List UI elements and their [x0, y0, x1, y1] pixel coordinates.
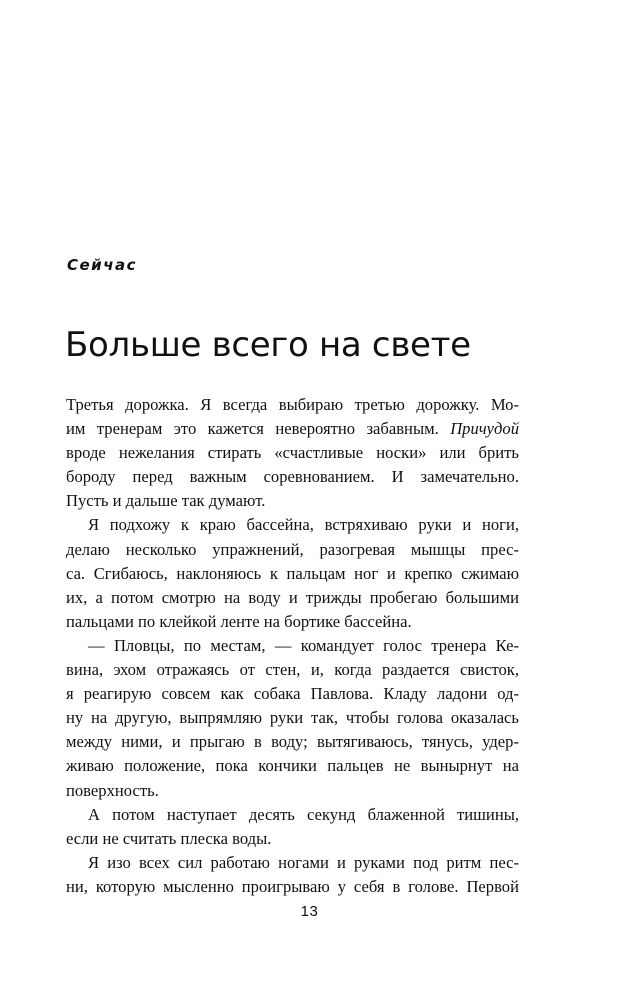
text-line: — Пловцы, по местам, — командует голос тренера Ке-: [88, 635, 519, 655]
text-line: Я изо всех сил работаю ногами и руками под ритм пес-: [88, 852, 519, 872]
text-line: ни, которую мысленно проигрываю у себя в голове. Первой: [66, 876, 519, 896]
text-line: ну на другую, выпрямляю руки так, чтобы голова оказалась: [66, 708, 519, 728]
text-line: Я подхожу к краю бассейна, встряхиваю руки и ноги,: [88, 515, 519, 535]
text-line: бороду перед важным соревнованием. И замечательно.: [66, 467, 519, 487]
text-line: вроде нежелания стирать «счастливые носки» или брить: [66, 443, 519, 463]
text-line: их, а потом смотрю на воду и трижды пробегаю большими: [66, 587, 519, 607]
text-line: живаю положение, пока кончики пальцев не вынырнут на: [66, 756, 519, 776]
text-line: я реагирую совсем как собака Павлова. Кладу ладони од-: [66, 684, 519, 704]
text-line: пальцами по клейкой ленте на бортике бассейна.: [66, 611, 412, 631]
text-line: [66, 417, 519, 441]
text-line: между ними, и прыгаю в воду; вытягиваюсь, тянусь, удер-: [66, 732, 519, 752]
text-line: делаю несколько упражнений, разогревая мышцы прес-: [66, 539, 519, 559]
text-line: вина, эхом отражаясь от стен, и, когда раздается свисток,: [66, 660, 519, 680]
text-line: поверхность.: [66, 780, 159, 800]
chapter-title: Больше всего на свете: [65, 325, 471, 365]
section-label: Сейчас: [67, 256, 138, 274]
page-number: 13: [300, 903, 319, 920]
text-line: Пусть и дальше так думают.: [66, 491, 266, 511]
text-segment: им тренерам это кажется невероятно забавным.: [66, 419, 451, 439]
italic-word: Причудой: [450, 419, 519, 439]
text-line: если не считать плеска воды.: [66, 828, 272, 848]
text-line: Третья дорожка. Я всегда выбираю третью дорожку. Мо-: [66, 395, 519, 414]
text-line: А потом наступает десять секунд блаженной тишины,: [88, 804, 519, 824]
body-text: [66, 393, 519, 899]
text-line: са. Сгибаюсь, наклоняюсь к пальцам ног и крепко сжимаю: [66, 563, 519, 583]
